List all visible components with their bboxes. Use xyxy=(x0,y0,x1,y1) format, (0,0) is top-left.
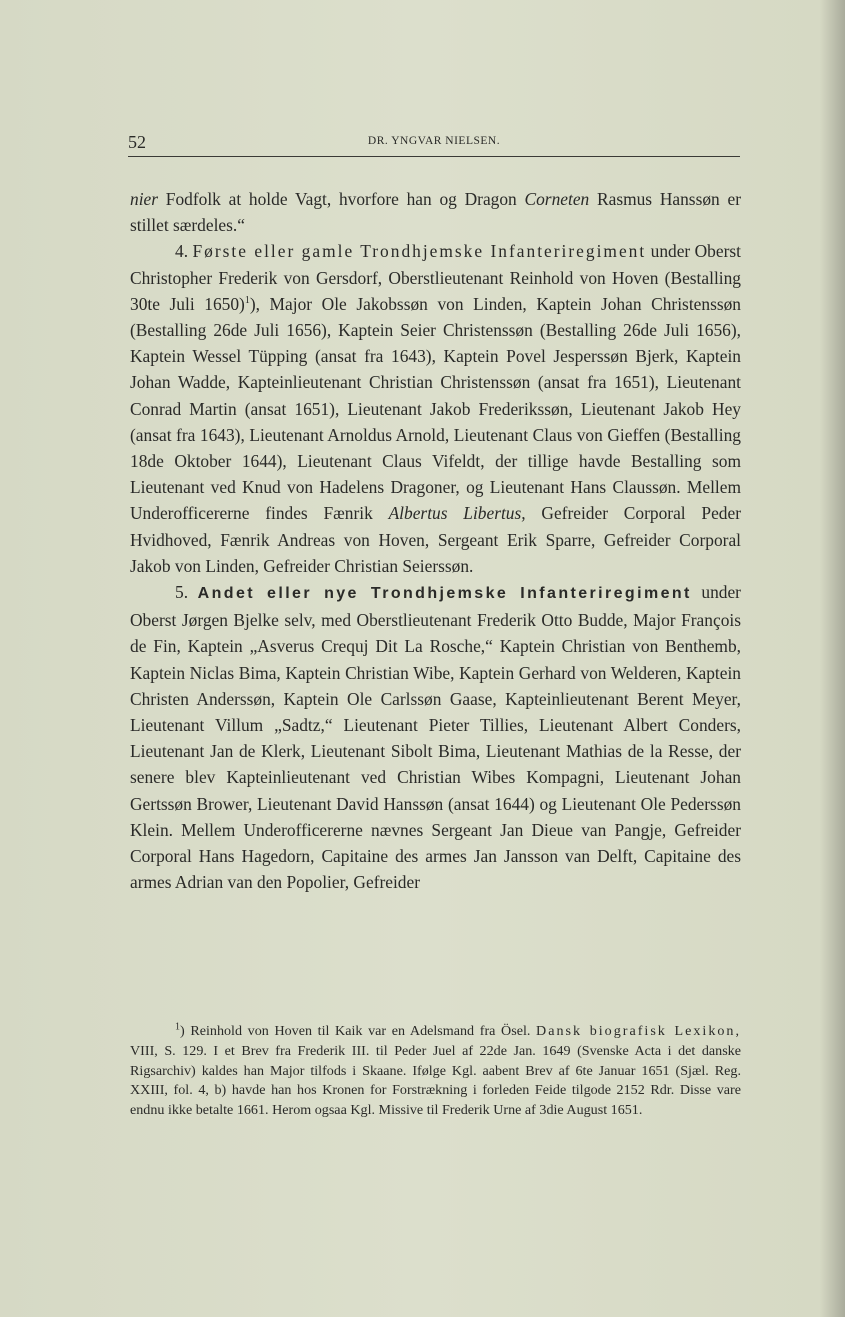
text-run: ), Major Ole Jakobssøn von Linden, Kaptein Johan Christenssøn (Bestalling 26de Juli 1656), Kaptein Seier Christenssøn (Bestalling 26de Juli 1656), Kaptein Wessel Tüpping (ansat fra 1643), Kaptein Povel Jesperssøn Bjerk, Kaptein Johan Wadde, Kapteinlieutenant Christian Christenssøn (ansat fra 1651), Lieutenant Conrad Martin (ansat 1651), Lieutenant Jakob Frederikssøn, Lieutenant Jakob Hey (ansat fra 1643), Lieutenant Arnoldus Arnold, Lieutenant Claus von Gieffen (Bestalling 18de Oktober 1644), Lieutenant Claus Vifeldt, der tillige havde Bestalling som Lieutenant ved Knud von Hadelens Dragoner, og Lieutenant Hans Claussøn. Mellem Underofficererne findes Fænrik xyxy=(130,293,741,524)
body-text xyxy=(130,186,741,895)
italic-name: Albertus Libertus, xyxy=(388,503,526,524)
footnote xyxy=(130,1022,741,1121)
text-run: Fodfolk at holde Vagt, hvorfore han og Dragon xyxy=(158,189,525,209)
text-run: under Oberst Jørgen Bjelke selv, med Oberstlieutenant Frederik Otto Budde, Major François de Fin, Kaptein „Asverus Crequj Dit La Rosche,“ Kaptein Christian von Benthemb, Kaptein Niclas Bima, Kaptein Christian Wibe, Kaptein Gerhard von Welderen, Kaptein Christen Anderssøn, Kaptein Ole Carlssøn Gaase, Kapteinlieutenant Berent Meyer, Lieutenant Villum „Sadtz,“ Lieutenant Pieter Tillies, Lieutenant Albert Conders, Lieutenant Jan de Klerk, Lieutenant Sibolt Bima, Lieutenant Mathias de la Resse, der senere blev Kapteinlieutenant ved Christian Wibes Kompagni, Lieutenant Johan Gertssøn Brower, Lieutenant David Hanssøn (ansat 1644) og Lieutenant Ole Pederssøn Klein. Mellem Underofficererne nævnes Sergeant Jan Dieue van Pangje, Gefreider Corporal Hans Hagedorn, Capitaine des armes Jan Jansson van Delft, Capitaine des armes Adrian van den Popolier, Gefreider xyxy=(130,582,741,893)
page-header xyxy=(128,130,740,157)
text-run: Rasmus Hanssøn er stillet særdeles.“ xyxy=(130,189,741,236)
page-number: 52 xyxy=(128,132,146,152)
paragraph-continuation xyxy=(130,186,741,238)
italic-word: Corneten xyxy=(524,189,590,209)
text-run: VIII, S. 129. I et Brev fra Frederik III. til Peder Juel af 22de Jan. 1649 (Svenske Acta i det danske Rigsarchiv) kaldes han Major tilfods i Skaane. Ifølge Kgl. aabent Brev af 6te Januar 1651 (Sjæl. Reg. XXIII, fol. 4, b) havde han hos Kronen for Forstrækning i forleden Feide tilgode 2152 Rdr. Disse vare endnu ikke betalte 1661. Herom ogsaa Kgl. Missive til Frederik Urne af 3die August 1651. xyxy=(130,1042,741,1119)
text-run: ) Reinhold von Hoven til Kaik var en Adelsmand fra Ösel. xyxy=(180,1023,537,1039)
footnotes xyxy=(130,1022,741,1121)
section-heading: Andet eller nye Trondhjemske Infanteriregiment xyxy=(197,585,692,603)
footnote-marker: 1 xyxy=(175,1021,180,1033)
paragraph-regiment-4 xyxy=(130,238,741,579)
spaced-title: Dansk biografisk Lexikon, xyxy=(536,1023,741,1039)
footnote-ref: 1 xyxy=(244,295,250,307)
text-run: Gefreider Corporal Peder Hvidhoved, Fænrik Andreas von Hoven, Sergeant Erik Sparre, Gefreider Corporal Jakob von Linden, Gefreider Christian Seierssøn. xyxy=(130,503,741,576)
section-heading: Første eller gamle Trondhjemske Infanteriregiment xyxy=(192,241,647,262)
section-number: 4. xyxy=(175,241,189,262)
section-number: 5. xyxy=(175,582,189,603)
italic-word: nier xyxy=(130,189,159,209)
running-head: DR. YNGVAR NIELSEN. xyxy=(367,135,501,147)
text-run: under Oberst Christopher Frederik von Gersdorf, Oberstlieutenant Reinhold von Hoven (Bestalling 30te Juli 1650) xyxy=(130,241,741,314)
paragraph-regiment-5 xyxy=(130,579,741,895)
